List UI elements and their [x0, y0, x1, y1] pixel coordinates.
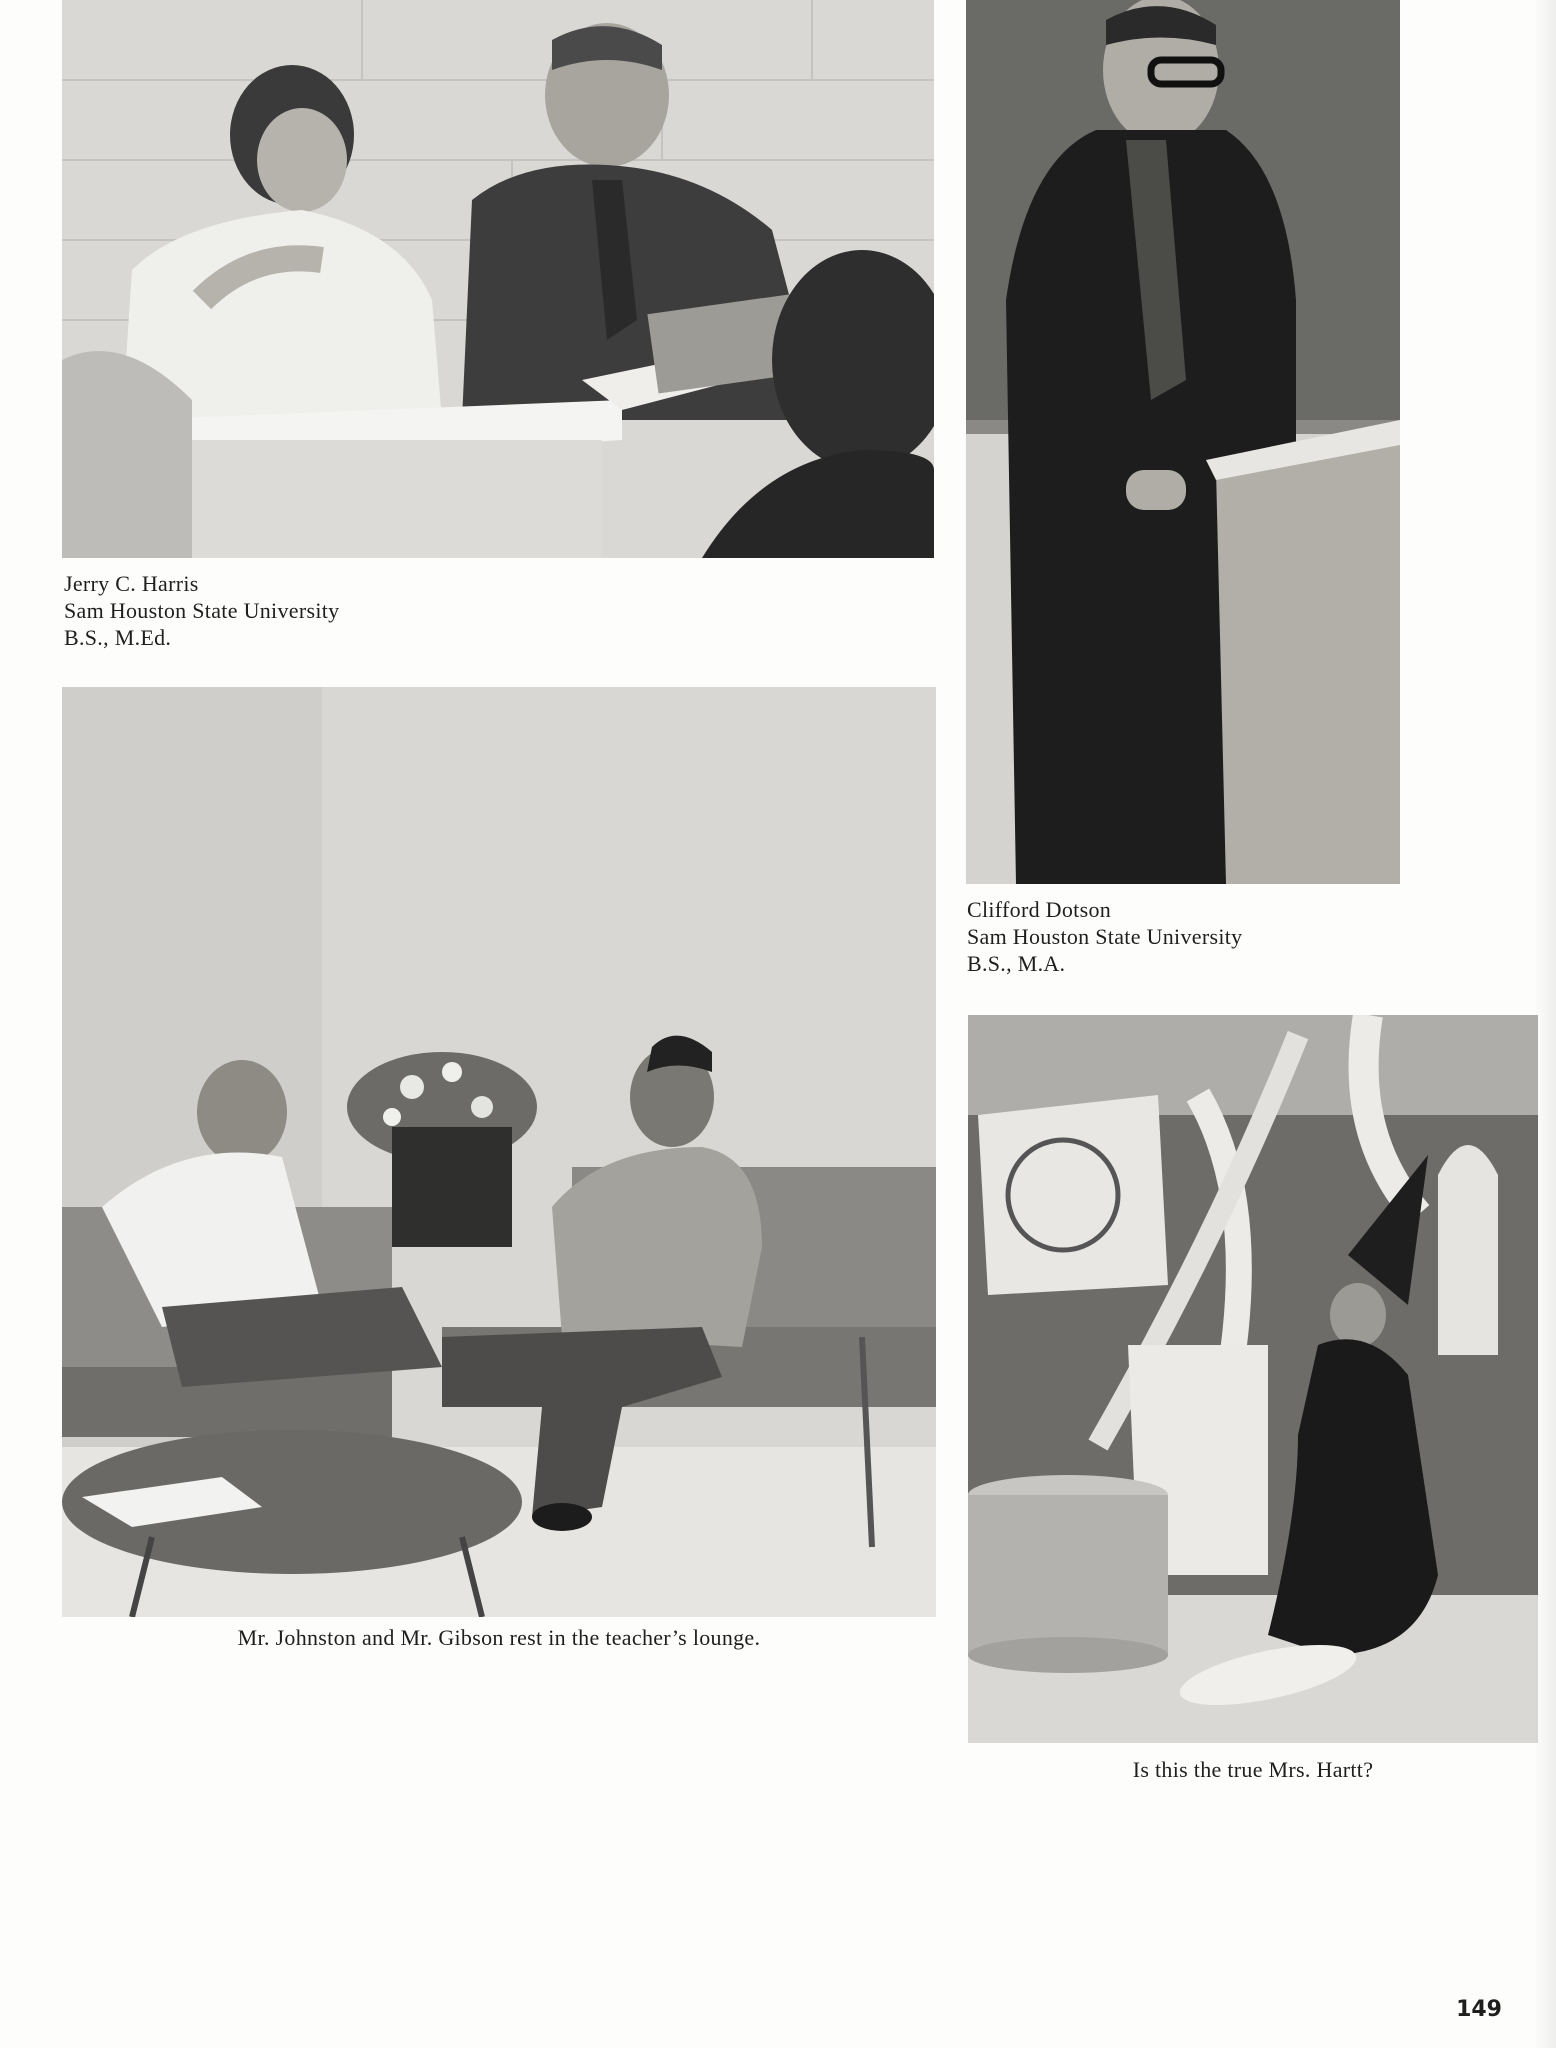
- teacher-degrees: B.S., M.A.: [967, 951, 1066, 976]
- caption-clifford-dotson: [967, 896, 1242, 977]
- photo-man-at-lectern: [966, 0, 1400, 884]
- teacher-school: Sam Houston State University: [967, 924, 1243, 949]
- photo-witch-costume: [968, 1015, 1538, 1743]
- teacher-degrees: B.S., M.Ed.: [64, 625, 172, 650]
- lounge-caption-text: Mr. Johnston and Mr. Gibson rest in the teacher’s lounge.: [237, 1625, 761, 1650]
- witch-caption-text: Is this the true Mrs. Hartt?: [1132, 1757, 1374, 1782]
- teacher-name: Clifford Dotson: [967, 897, 1112, 922]
- caption-witch: [968, 1756, 1538, 1783]
- page-edge-shadow: [1534, 0, 1556, 2048]
- caption-jerry-harris: [64, 570, 339, 651]
- photo-teachers-lounge: [62, 687, 936, 1617]
- teacher-school: Sam Houston State University: [64, 598, 340, 623]
- page-number: 149: [1456, 1997, 1502, 2022]
- caption-lounge: [62, 1624, 936, 1651]
- photo-classroom-desk: [62, 0, 934, 558]
- teacher-name: Jerry C. Harris: [64, 571, 199, 596]
